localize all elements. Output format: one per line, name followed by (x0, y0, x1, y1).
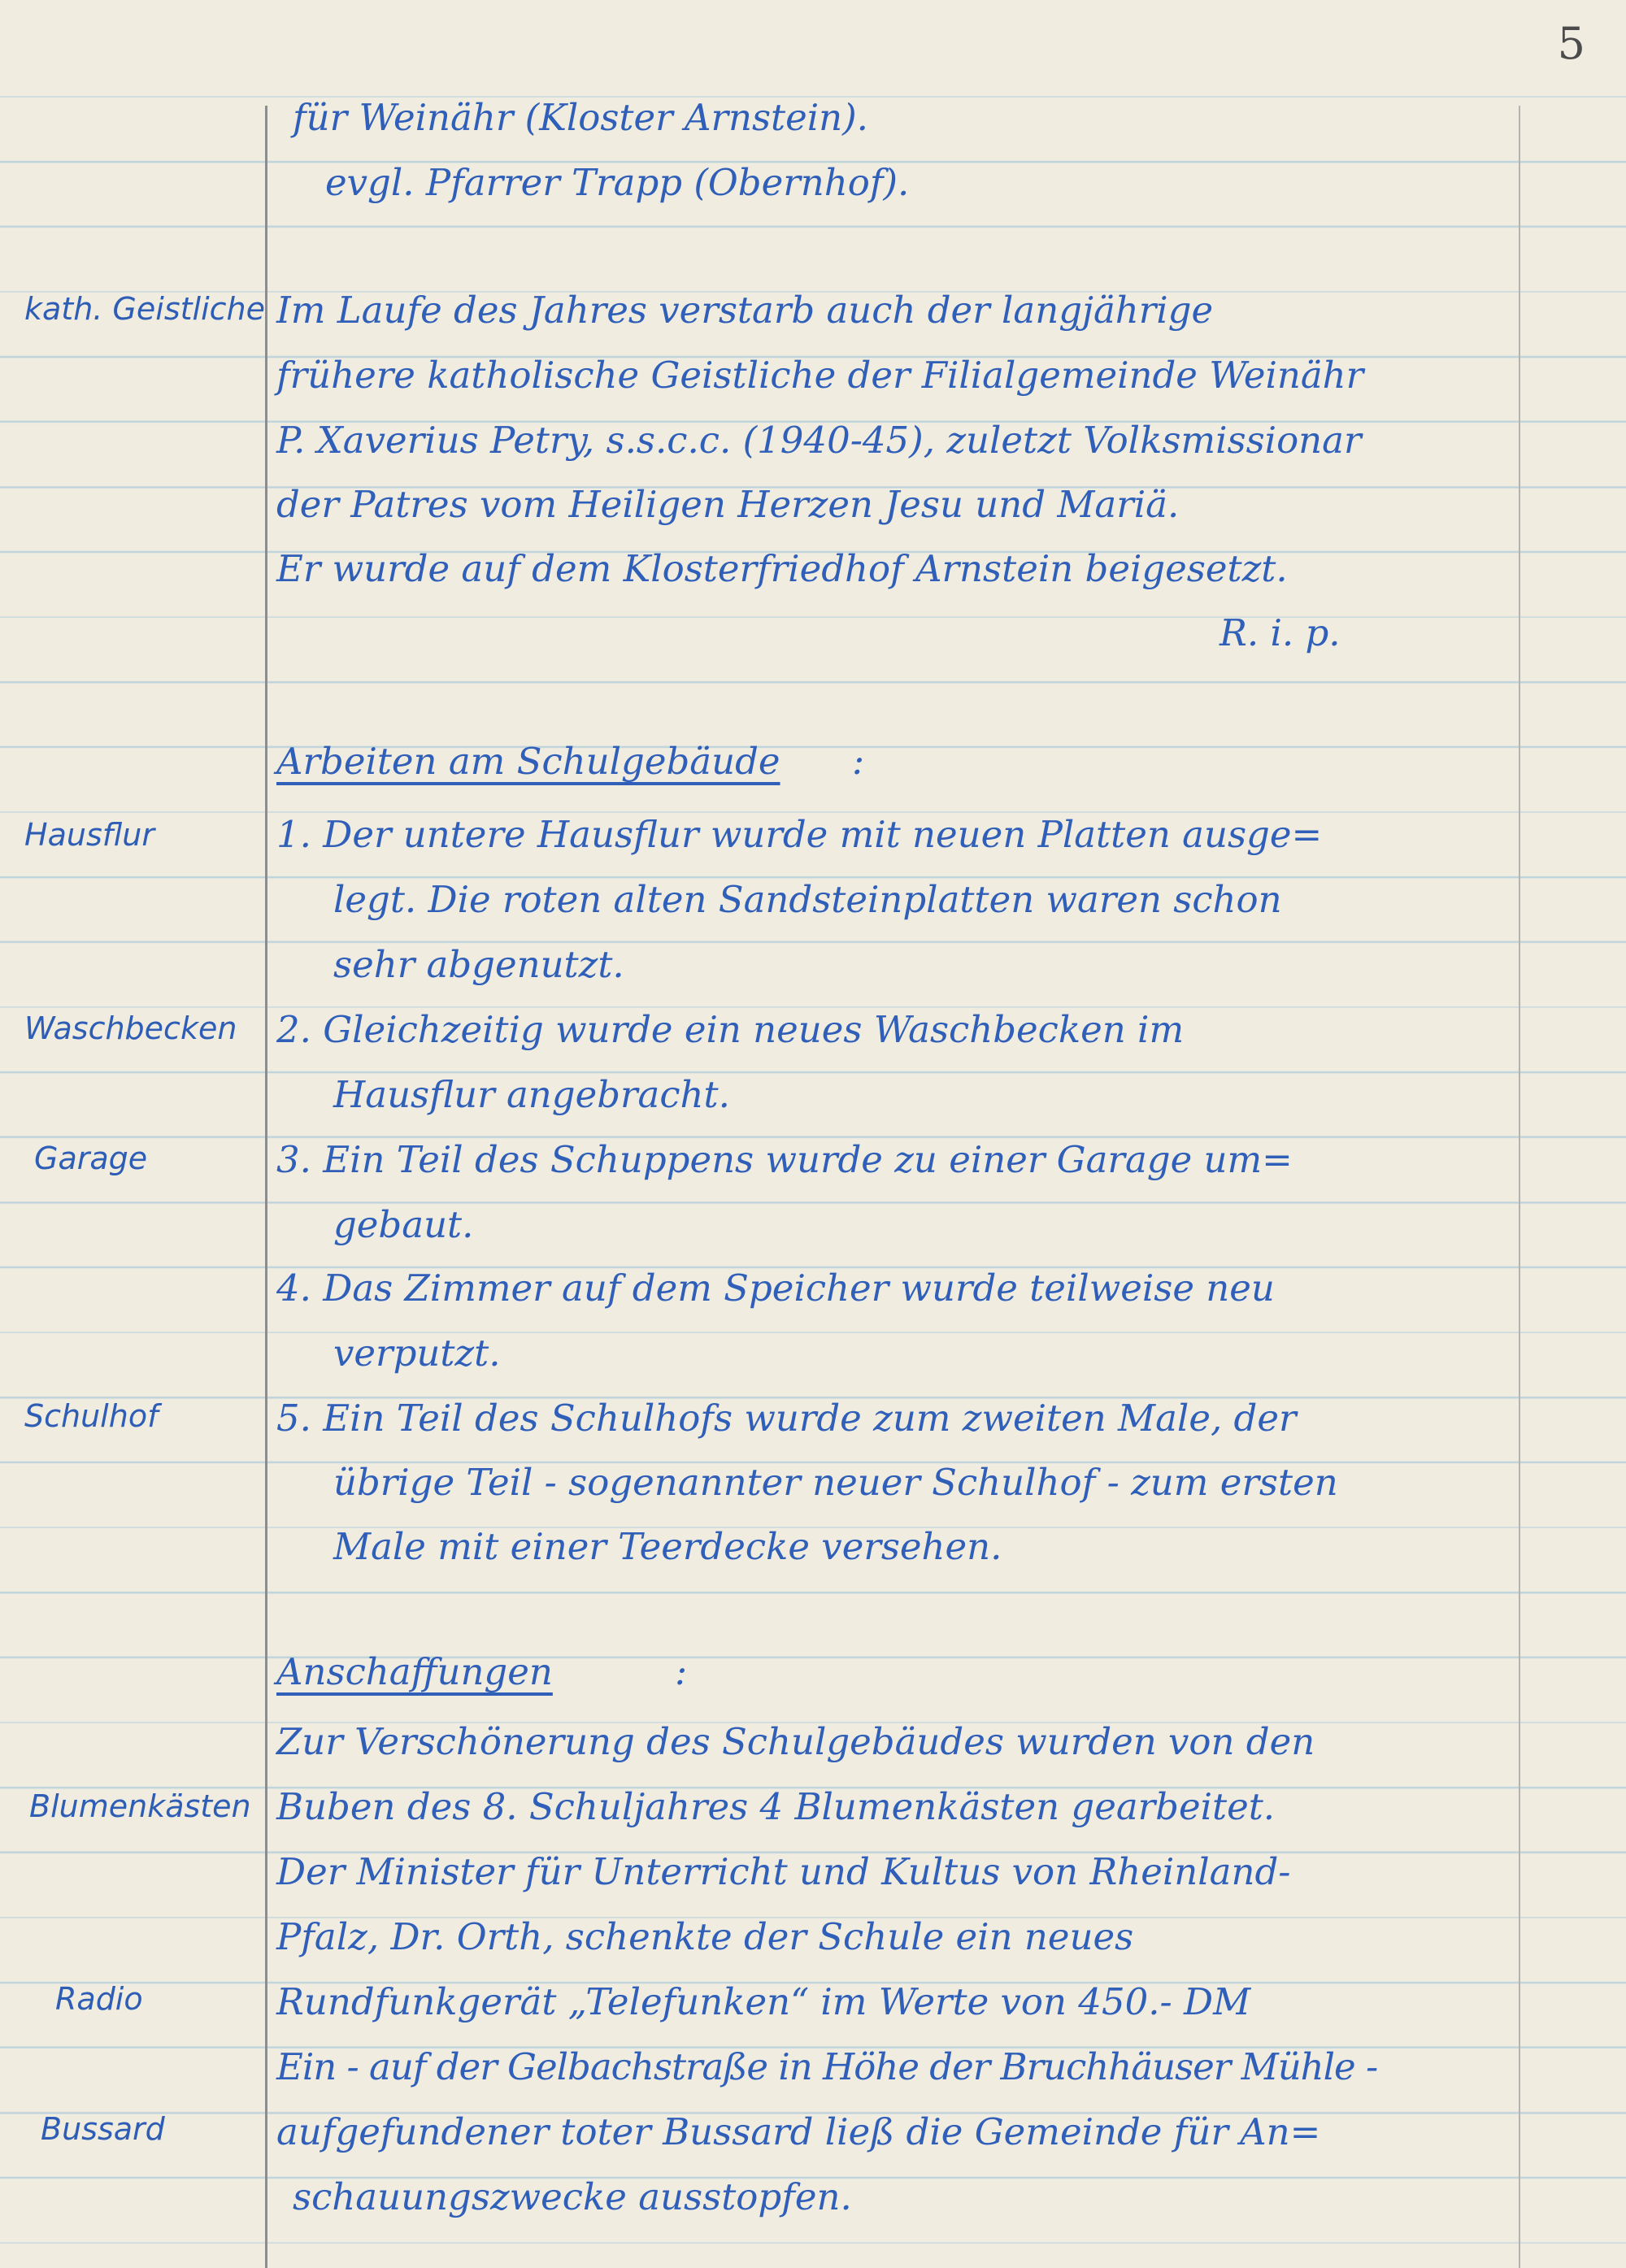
text-line: sehr abgenutzt. (333, 943, 624, 986)
text-line: schauungszwecke ausstopfen. (293, 2175, 852, 2218)
text-line: der Patres vom Heiligen Herzen Jesu und Mariä. (276, 483, 1180, 526)
right-rule (1519, 106, 1520, 2268)
margin-note-schulhof: Schulhof (24, 1398, 159, 1434)
page-number: 5 (1557, 18, 1585, 69)
heading-colon: : (852, 740, 865, 783)
margin-note-blumenkaesten: Blumenkästen (29, 1788, 251, 1824)
margin-note-hausflur: Hausflur (24, 817, 154, 853)
text-line: Pfalz, Dr. Orth, schenkte der Schule ein neues (276, 1915, 1134, 1958)
section-heading-anschaffungen: Anschaffungen (276, 1650, 553, 1693)
text-line: frühere katholische Geistliche der Filialgemeinde Weinähr (276, 354, 1364, 397)
text-line: Buben des 8. Schuljahres 4 Blumenkästen gearbeitet. (276, 1785, 1276, 1828)
text-line: für Weinähr (Kloster Arnstein). (293, 96, 868, 139)
text-line: Male mit einer Teerdecke versehen. (333, 1525, 1002, 1568)
text-line: Der Minister für Unterricht und Kultus von Rheinland- (276, 1850, 1291, 1893)
margin-rule (265, 106, 267, 2268)
text-line: Zur Verschönerung des Schulgebäudes wurden von den (276, 1720, 1315, 1763)
text-line: Rundfunkgerät „Telefunken“ im Werte von 450.- DM (276, 1980, 1251, 2023)
text-line: 1. Der untere Hausflur wurde mit neuen Platten ausge= (276, 813, 1323, 856)
text-line: 2. Gleichzeitig wurde ein neues Waschbecken im (276, 1008, 1185, 1051)
text-line: übrige Teil - sogenannter neuer Schulhof - zum ersten (333, 1461, 1338, 1504)
margin-note-radio: Radio (55, 1981, 143, 2017)
heading-colon: : (675, 1650, 688, 1693)
text-line: legt. Die roten alten Sandsteinplatten waren schon (333, 878, 1282, 921)
text-line: Im Laufe des Jahres verstarb auch der langjährige (276, 289, 1214, 332)
text-line: verputzt. (333, 1332, 501, 1375)
text-line: 4. Das Zimmer auf dem Speicher wurde teilweise neu (276, 1267, 1275, 1310)
text-line: R. i. p. (1220, 611, 1341, 654)
margin-note-waschbecken: Waschbecken (24, 1010, 237, 1046)
text-line: evgl. Pfarrer Trapp (Obernhof). (325, 161, 910, 204)
text-line: Er wurde auf dem Klosterfriedhof Arnstein beigesetzt. (276, 547, 1288, 590)
text-line: 5. Ein Teil des Schulhofs wurde zum zweiten Male, der (276, 1397, 1297, 1440)
text-line: 3. Ein Teil des Schuppens wurde zu einer Garage um= (276, 1138, 1293, 1181)
margin-note-geistliche: kath. Geistliche (24, 291, 265, 327)
text-line: gebaut. (333, 1203, 474, 1246)
section-heading-schulgebaeude: Arbeiten am Schulgebäude (276, 740, 780, 783)
text-line: P. Xaverius Petry, s.s.c.c. (1940-45), zuletzt Volksmissionar (276, 419, 1362, 462)
margin-note-bussard: Bussard (41, 2111, 165, 2147)
text-line: aufgefundener toter Bussard ließ die Gemeinde für An= (276, 2110, 1321, 2153)
text-line: Ein - auf der Gelbachstraße in Höhe der Bruchhäuser Mühle - (276, 2045, 1378, 2088)
text-line: Hausflur angebracht. (333, 1073, 730, 1116)
margin-note-garage: Garage (34, 1141, 148, 1176)
